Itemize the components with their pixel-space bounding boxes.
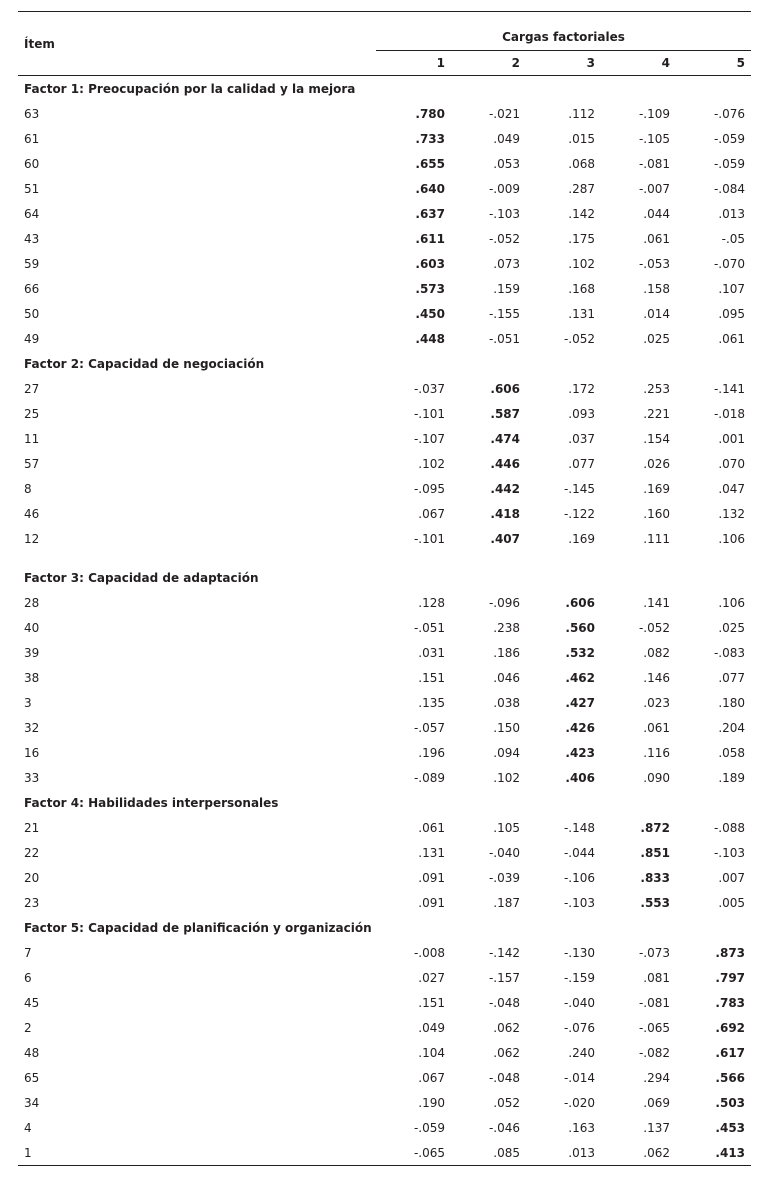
loading-value: -.021 — [488, 106, 520, 121]
item-number: 12 — [24, 531, 40, 546]
loading-value: .026 — [643, 456, 670, 471]
loading-value: .873 — [715, 945, 746, 960]
loading-value: .014 — [643, 306, 670, 321]
loading-value: .107 — [718, 281, 746, 296]
loading-value: .053 — [493, 156, 520, 171]
loading-value: .872 — [640, 820, 670, 835]
loading-value: -.046 — [488, 1120, 520, 1135]
factor-section-header — [18, 790, 751, 815]
loading-value: .150 — [493, 720, 520, 735]
loading-value: .058 — [718, 745, 746, 760]
item-column-header: Ítem — [18, 12, 376, 76]
section-spacer — [18, 551, 751, 565]
loading-value: -.048 — [488, 1070, 520, 1085]
loading-value: -.007 — [638, 181, 670, 196]
loading-value: .037 — [568, 431, 595, 446]
loading-value: -.088 — [713, 820, 746, 835]
loading-value: -.095 — [413, 481, 445, 496]
loading-value: .566 — [715, 1070, 746, 1085]
item-number: 50 — [24, 306, 40, 321]
factor-section-title: Factor 5: Capacidad de planificación y organización — [24, 920, 372, 935]
loading-value: .448 — [415, 331, 445, 346]
loading-value: .023 — [643, 695, 670, 710]
item-number: 21 — [24, 820, 40, 835]
loading-value: -.051 — [488, 331, 520, 346]
loading-value: .204 — [718, 720, 746, 735]
loading-value: .112 — [568, 106, 595, 121]
loading-value: -.057 — [413, 720, 445, 735]
loading-value: -.051 — [413, 620, 445, 635]
table-row — [18, 890, 751, 915]
loading-value: .090 — [643, 770, 670, 785]
loading-value: .186 — [493, 645, 520, 660]
loading-value: -.020 — [563, 1095, 595, 1110]
loading-value: -.122 — [563, 506, 595, 521]
loading-value: -.039 — [488, 870, 520, 885]
loading-value: .046 — [493, 670, 520, 685]
loading-value: .061 — [643, 720, 670, 735]
table-row — [18, 126, 751, 151]
table-row — [18, 640, 751, 665]
factor-section-header — [18, 76, 751, 102]
loading-value: .175 — [568, 231, 595, 246]
table-row — [18, 176, 751, 201]
table-row — [18, 665, 751, 690]
loading-value: -.106 — [563, 870, 595, 885]
loading-value: .640 — [415, 181, 445, 196]
loading-value: .253 — [643, 381, 670, 396]
table-row — [18, 715, 751, 740]
loading-value: .617 — [715, 1045, 746, 1060]
loading-value: .287 — [568, 181, 595, 196]
loading-value: -.076 — [563, 1020, 595, 1035]
loading-value: .169 — [568, 531, 595, 546]
column-header-4: 4 — [601, 51, 676, 76]
table-row — [18, 326, 751, 351]
loading-value: -.014 — [563, 1070, 595, 1085]
loading-value: .427 — [565, 695, 595, 710]
loading-value: .474 — [490, 431, 520, 446]
loading-value: .450 — [415, 306, 445, 321]
item-number: 6 — [24, 970, 32, 985]
item-number: 22 — [24, 845, 40, 860]
loading-value: .797 — [715, 970, 746, 985]
item-number: 65 — [24, 1070, 40, 1085]
loading-value: .158 — [643, 281, 670, 296]
table-row — [18, 501, 751, 526]
loading-value: -.052 — [563, 331, 595, 346]
loading-value: .061 — [718, 331, 746, 346]
loading-value: -.141 — [713, 381, 746, 396]
loading-value: .142 — [568, 206, 595, 221]
table-row — [18, 151, 751, 176]
item-number: 39 — [24, 645, 40, 660]
loading-value: .833 — [640, 870, 670, 885]
loading-value: .190 — [418, 1095, 445, 1110]
loading-value: .013 — [526, 1140, 601, 1166]
loading-value: .067 — [418, 1070, 445, 1085]
loading-value: -.059 — [713, 156, 746, 171]
table-row — [18, 1090, 751, 1115]
loading-value: -.130 — [563, 945, 595, 960]
loading-value: -.081 — [638, 156, 670, 171]
item-number: 27 — [24, 381, 40, 396]
item-number: 20 — [24, 870, 40, 885]
loading-value: -.103 — [488, 206, 520, 221]
table-row — [18, 1140, 751, 1166]
item-number: 16 — [24, 745, 40, 760]
loading-value: -.037 — [413, 381, 445, 396]
loading-value: -.101 — [413, 531, 445, 546]
loading-value: .061 — [643, 231, 670, 246]
loading-value: .426 — [565, 720, 595, 735]
loading-value: -.044 — [563, 845, 595, 860]
factor-section-title: Factor 3: Capacidad de adaptación — [24, 570, 259, 585]
table-row — [18, 615, 751, 640]
factor-section-header — [18, 915, 751, 940]
loading-value: .532 — [565, 645, 595, 660]
loading-value: .442 — [490, 481, 520, 496]
loading-value: .573 — [415, 281, 445, 296]
item-number: 48 — [24, 1045, 40, 1060]
loading-value: .240 — [568, 1045, 595, 1060]
table-row — [18, 990, 751, 1015]
loading-value: .047 — [718, 481, 746, 496]
loading-value: .131 — [418, 845, 445, 860]
table-row — [18, 251, 751, 276]
loading-value: .106 — [718, 595, 746, 610]
loading-value: .154 — [643, 431, 670, 446]
loading-value: .692 — [715, 1020, 746, 1035]
loading-value: -.076 — [713, 106, 746, 121]
loading-value: .102 — [418, 456, 445, 471]
loading-value: .049 — [493, 131, 520, 146]
loading-value: -.107 — [413, 431, 445, 446]
loading-value: .196 — [418, 745, 445, 760]
loading-value: .007 — [718, 870, 746, 885]
loading-value: .163 — [568, 1120, 595, 1135]
loading-value: .606 — [565, 595, 595, 610]
loading-value: .180 — [718, 695, 746, 710]
loading-value: .077 — [568, 456, 595, 471]
table-row — [18, 226, 751, 251]
loading-value: .611 — [415, 231, 445, 246]
loading-value: .587 — [490, 406, 520, 421]
loading-value: .637 — [415, 206, 445, 221]
table-row — [18, 1015, 751, 1040]
loading-value: .116 — [643, 745, 670, 760]
loading-value: -.018 — [713, 406, 746, 421]
loading-value: .031 — [418, 645, 445, 660]
loading-value: .052 — [493, 1095, 520, 1110]
loading-value: .062 — [493, 1045, 520, 1060]
loading-value: .780 — [415, 106, 445, 121]
loading-value: .128 — [418, 595, 445, 610]
loading-value: .095 — [718, 306, 746, 321]
loading-value: -.101 — [413, 406, 445, 421]
item-number: 33 — [24, 770, 40, 785]
loading-value: .503 — [715, 1095, 746, 1110]
loading-value: -.081 — [638, 995, 670, 1010]
loading-value: -.155 — [488, 306, 520, 321]
loading-value: .091 — [418, 895, 445, 910]
item-number: 64 — [24, 206, 40, 221]
loading-value: -.148 — [563, 820, 595, 835]
loading-value: .081 — [643, 970, 670, 985]
loading-value: .102 — [493, 770, 520, 785]
loading-value: .851 — [640, 845, 670, 860]
loading-value: .077 — [718, 670, 746, 685]
loading-value: .453 — [715, 1120, 746, 1135]
item-number: 61 — [24, 131, 40, 146]
loading-value: .446 — [490, 456, 520, 471]
table-row — [18, 301, 751, 326]
loading-value: .015 — [568, 131, 595, 146]
column-header-3: 3 — [526, 51, 601, 76]
factor-loadings-table — [18, 11, 751, 1166]
item-number: 60 — [24, 156, 40, 171]
table-row — [18, 201, 751, 226]
loading-value: .168 — [568, 281, 595, 296]
loading-value: .423 — [565, 745, 595, 760]
loading-value: .102 — [568, 256, 595, 271]
table-row — [18, 451, 751, 476]
loading-value: .603 — [415, 256, 445, 271]
factor-section-title: Factor 4: Habilidades interpersonales — [24, 795, 279, 810]
item-number: 49 — [24, 331, 40, 346]
column-header-5: 5 — [676, 51, 751, 76]
loading-value: .606 — [490, 381, 520, 396]
table-row — [18, 690, 751, 715]
loading-value: -.059 — [413, 1120, 445, 1135]
loading-value: .106 — [718, 531, 746, 546]
item-number: 38 — [24, 670, 40, 685]
loading-value: -.05 — [721, 231, 746, 246]
table-row — [18, 526, 751, 551]
table-row — [18, 1040, 751, 1065]
loading-value: -.040 — [563, 995, 595, 1010]
loading-value: .001 — [718, 431, 746, 446]
loading-value: -.089 — [413, 770, 445, 785]
loading-value: -.040 — [488, 845, 520, 860]
loading-value: -.145 — [563, 481, 595, 496]
loading-value: -.096 — [488, 595, 520, 610]
loading-value: .151 — [418, 995, 445, 1010]
item-number: 34 — [24, 1095, 40, 1110]
item-number: 11 — [24, 431, 40, 446]
table-row — [18, 376, 751, 401]
item-number: 3 — [24, 695, 32, 710]
loading-value: .111 — [643, 531, 670, 546]
loading-value: .418 — [490, 506, 520, 521]
loading-value: .160 — [643, 506, 670, 521]
loading-value: .407 — [490, 531, 520, 546]
loading-value: .105 — [493, 820, 520, 835]
item-number: 40 — [24, 620, 40, 635]
table-row — [18, 401, 751, 426]
table-row — [18, 1115, 751, 1140]
loading-value: .025 — [643, 331, 670, 346]
loading-value: -.009 — [488, 181, 520, 196]
loading-value: .189 — [718, 770, 746, 785]
item-number: 8 — [24, 481, 32, 496]
loading-value: -.159 — [563, 970, 595, 985]
item-number: 32 — [24, 720, 40, 735]
item-number: 28 — [24, 595, 40, 610]
loading-value: .082 — [643, 645, 670, 660]
loading-value: -.065 — [376, 1140, 451, 1166]
loading-value: .655 — [415, 156, 445, 171]
loading-value: .553 — [640, 895, 670, 910]
table-row — [18, 276, 751, 301]
loading-value: -.084 — [713, 181, 746, 196]
table-row — [18, 426, 751, 451]
column-header-2: 2 — [451, 51, 526, 76]
loading-value: .187 — [493, 895, 520, 910]
table-row — [18, 840, 751, 865]
item-number: 51 — [24, 181, 40, 196]
factor-section-title: Factor 2: Capacidad de negociación — [24, 356, 265, 371]
factor-loadings-table-container — [18, 11, 751, 1166]
item-number: 57 — [24, 456, 40, 471]
loading-value: .027 — [418, 970, 445, 985]
loading-value: -.082 — [638, 1045, 670, 1060]
loading-value: .135 — [418, 695, 445, 710]
loading-value: .061 — [418, 820, 445, 835]
item-number: 43 — [24, 231, 40, 246]
table-row — [18, 476, 751, 501]
loading-value: .013 — [718, 206, 746, 221]
loading-value: -.053 — [638, 256, 670, 271]
loading-value: .413 — [676, 1140, 751, 1166]
loading-value: .151 — [418, 670, 445, 685]
loading-value: .462 — [565, 670, 595, 685]
loading-value: .062 — [493, 1020, 520, 1035]
loading-value: .038 — [493, 695, 520, 710]
loading-value: -.103 — [563, 895, 595, 910]
loading-value: -.052 — [638, 620, 670, 635]
loading-value: .094 — [493, 745, 520, 760]
item-number: 2 — [24, 1020, 32, 1035]
loading-value: .406 — [565, 770, 595, 785]
table-row — [18, 865, 751, 890]
item-number: 46 — [24, 506, 40, 521]
table-row — [18, 740, 751, 765]
loading-value: .025 — [718, 620, 746, 635]
loading-value: .093 — [568, 406, 595, 421]
table-row — [18, 765, 751, 790]
loading-value: .068 — [568, 156, 595, 171]
table-row — [18, 590, 751, 615]
loading-value: .137 — [643, 1120, 670, 1135]
factor-section-title: Factor 1: Preocupación por la calidad y la mejora — [24, 81, 356, 96]
item-number: 23 — [24, 895, 40, 910]
loading-value: -.083 — [713, 645, 746, 660]
section-spacer-cell — [18, 551, 751, 565]
factor-loadings-group-header: Cargas factoriales — [376, 12, 751, 51]
item-number: 1 — [18, 1140, 376, 1166]
item-number: 66 — [24, 281, 40, 296]
table-row — [18, 965, 751, 990]
loading-value: -.008 — [413, 945, 445, 960]
item-number: 7 — [24, 945, 32, 960]
loading-value: .172 — [568, 381, 595, 396]
table-row — [18, 940, 751, 965]
factor-section-header — [18, 351, 751, 376]
loading-value: .783 — [715, 995, 746, 1010]
table-row — [18, 101, 751, 126]
item-number: 63 — [24, 106, 40, 121]
loading-value: -.048 — [488, 995, 520, 1010]
loading-value: .104 — [418, 1045, 445, 1060]
loading-value: .062 — [601, 1140, 676, 1166]
item-number: 59 — [24, 256, 40, 271]
item-number: 4 — [24, 1120, 32, 1135]
loading-value: -.065 — [638, 1020, 670, 1035]
loading-value: -.103 — [713, 845, 746, 860]
loading-value: .044 — [643, 206, 670, 221]
loading-value: -.109 — [638, 106, 670, 121]
loading-value: .067 — [418, 506, 445, 521]
factor-section-header — [18, 565, 751, 590]
loading-value: .159 — [493, 281, 520, 296]
loading-value: -.142 — [488, 945, 520, 960]
loading-value: .146 — [643, 670, 670, 685]
loading-value: -.105 — [638, 131, 670, 146]
loading-value: .085 — [451, 1140, 526, 1166]
loading-value: .091 — [418, 870, 445, 885]
loading-value: .560 — [565, 620, 595, 635]
loading-value: -.052 — [488, 231, 520, 246]
loading-value: .005 — [718, 895, 746, 910]
item-number: 25 — [24, 406, 40, 421]
loading-value: .132 — [718, 506, 746, 521]
loading-value: .131 — [568, 306, 595, 321]
table-row — [18, 815, 751, 840]
loading-value: .221 — [643, 406, 670, 421]
loading-value: .070 — [718, 456, 746, 471]
loading-value: -.157 — [488, 970, 520, 985]
loading-value: -.070 — [713, 256, 746, 271]
loading-value: .733 — [415, 131, 445, 146]
loading-value: .294 — [643, 1070, 670, 1085]
loading-value: -.059 — [713, 131, 746, 146]
header-row-top — [18, 12, 751, 51]
table-body — [18, 76, 751, 1166]
loading-value: -.073 — [638, 945, 670, 960]
loading-value: .049 — [418, 1020, 445, 1035]
table-row — [18, 1065, 751, 1090]
loading-value: .169 — [643, 481, 670, 496]
loading-value: .073 — [493, 256, 520, 271]
item-number: 45 — [24, 995, 40, 1010]
loading-value: .238 — [493, 620, 520, 635]
loading-value: .069 — [643, 1095, 670, 1110]
loading-value: .141 — [643, 595, 670, 610]
column-header-1: 1 — [376, 51, 451, 76]
